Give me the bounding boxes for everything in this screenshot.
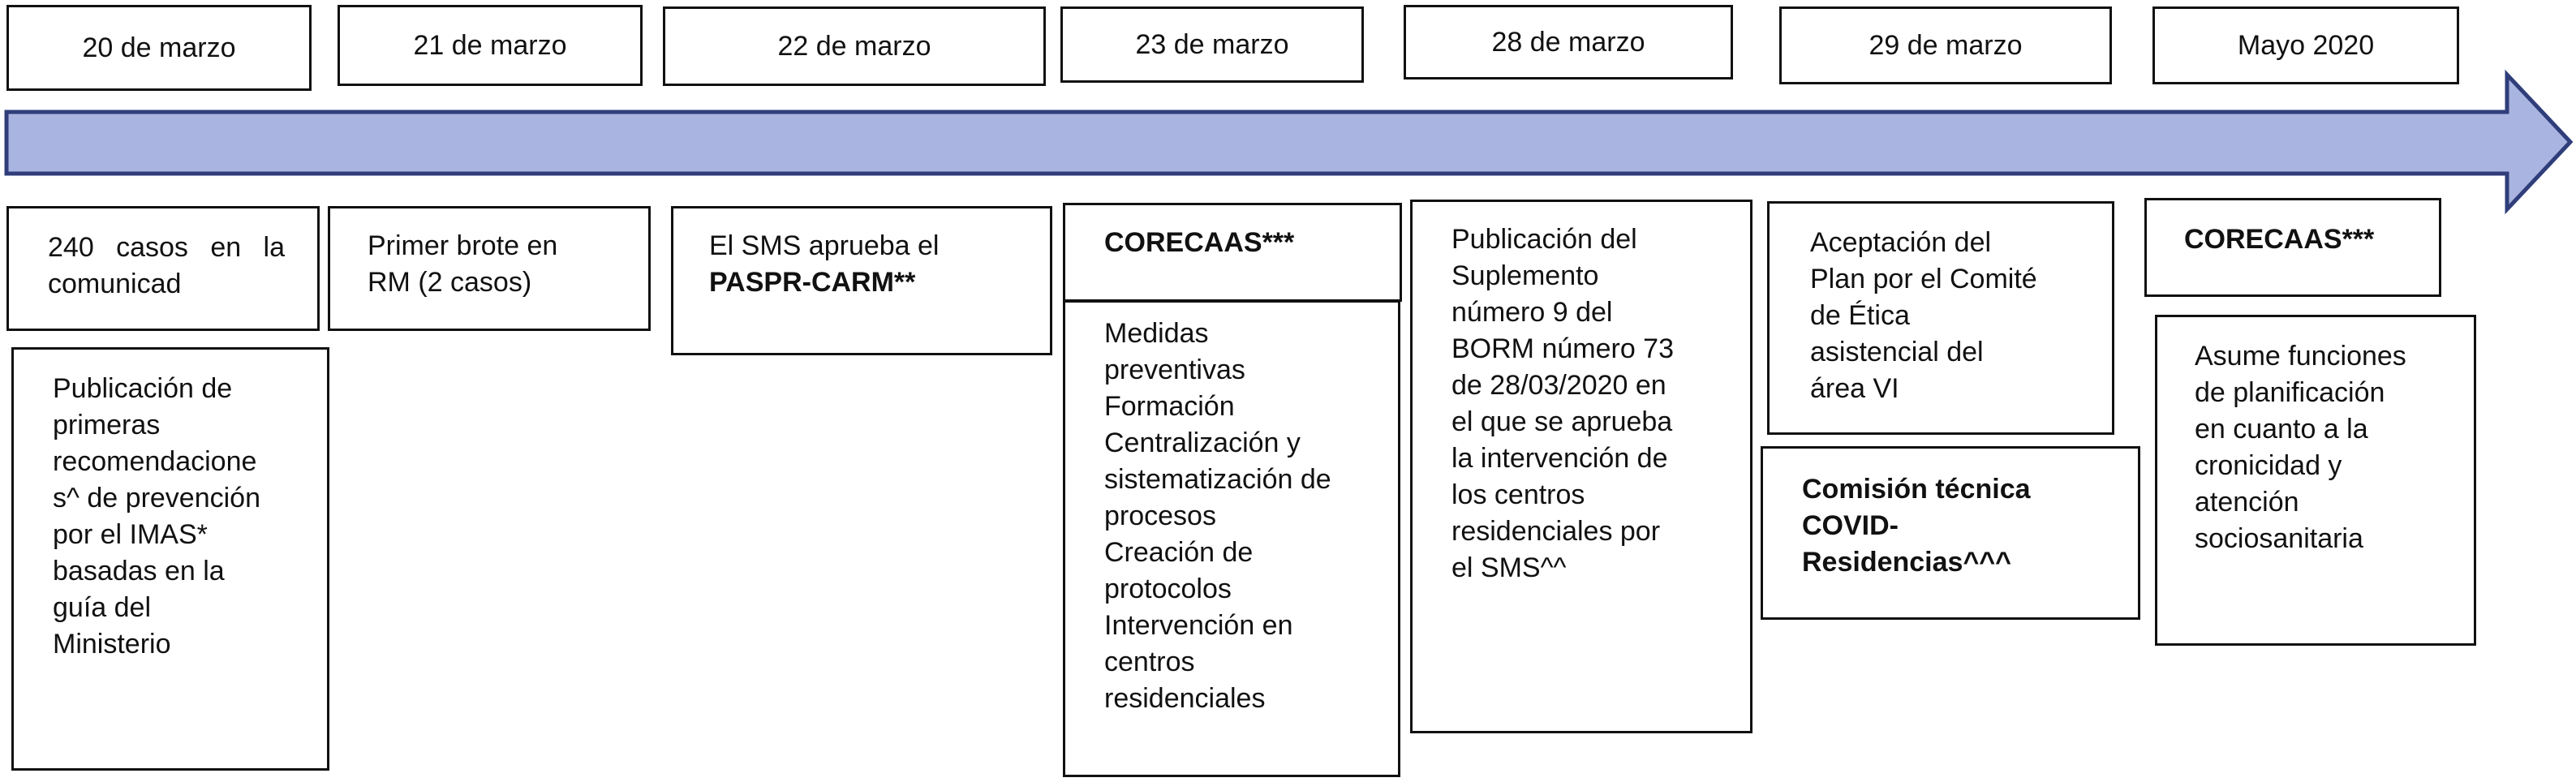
date-label: 21 de marzo — [413, 29, 567, 61]
event-text-line: Ministerio — [53, 629, 171, 660]
event-text-line: cronicidad y — [2195, 450, 2342, 481]
event-text: 240 casos en la comunicad — [48, 232, 285, 299]
event-text-line: el SMS^^ — [1451, 552, 1567, 583]
event-text-line-bold: Residencias^^^ — [1802, 547, 2012, 578]
date-box-28-marzo — [1404, 5, 1733, 79]
date-box-29-marzo — [1779, 6, 2112, 84]
date-label: 29 de marzo — [1869, 29, 2023, 61]
event-text-line: RM (2 casos) — [368, 267, 532, 298]
event-text-line: la intervención de — [1451, 443, 1668, 474]
date-box-22-marzo — [663, 6, 1046, 86]
event-box-corecaas-mayo — [2144, 198, 2441, 297]
date-box-23-marzo — [1060, 6, 1364, 83]
event-text-line: recomendacione — [53, 446, 257, 477]
event-text-line: primeras — [53, 410, 161, 440]
event-text-line: guía del — [53, 592, 151, 623]
event-text-line: Formación — [1104, 391, 1235, 422]
event-text-line: Centralización y — [1104, 428, 1301, 458]
date-label: 23 de marzo — [1135, 28, 1289, 60]
event-text-line: Suplemento — [1451, 260, 1599, 291]
date-box-21-marzo — [338, 5, 643, 86]
event-box-paspr — [671, 206, 1052, 355]
event-text-line: residenciales por — [1451, 516, 1661, 547]
event-text-line: sociosanitaria — [2195, 523, 2363, 554]
date-box-20-marzo — [6, 5, 312, 91]
event-box-primer-brote — [328, 206, 651, 331]
event-text-line: Intervención en — [1104, 610, 1293, 641]
event-text-line: procesos — [1104, 501, 1216, 531]
event-text-line: Plan por el Comité — [1810, 264, 2037, 294]
event-box-medidas — [1063, 300, 1400, 777]
event-text-line-bold: COVID- — [1802, 510, 1899, 541]
event-box-borm — [1410, 200, 1752, 733]
event-text-line: atención — [2195, 487, 2299, 518]
event-box-corecaas-marzo — [1063, 203, 1402, 302]
event-text-bold: CORECAAS*** — [2184, 224, 2375, 255]
event-text-line: número 9 del — [1451, 297, 1613, 328]
event-text-line: residenciales — [1104, 683, 1266, 714]
event-text-line: el que se aprueba — [1451, 406, 1673, 437]
event-text-line: basadas en la — [53, 556, 225, 586]
event-text-line: Creación de — [1104, 537, 1254, 568]
timeline-arrow-shape — [6, 75, 2570, 209]
event-text-line: de 28/03/2020 en — [1451, 370, 1666, 401]
event-text-line: protocolos — [1104, 574, 1232, 604]
event-text-line: El SMS aprueba el — [709, 230, 940, 261]
event-text-line: asistencial del — [1810, 337, 1984, 367]
event-text-line: de planificación — [2195, 377, 2385, 408]
event-text-line: Asume funciones — [2195, 341, 2406, 372]
event-text-line: Publicación del — [1451, 224, 1637, 255]
event-box-funciones — [2155, 315, 2476, 646]
date-label: 22 de marzo — [777, 30, 931, 62]
event-text-line: centros — [1104, 647, 1195, 677]
event-text-line: BORM número 73 — [1451, 333, 1674, 364]
event-text-line: Primer brote en — [368, 230, 558, 261]
event-text-line: por el IMAS* — [53, 519, 208, 550]
event-text-line-bold: Comisión técnica — [1802, 474, 2031, 505]
date-label: 20 de marzo — [82, 32, 236, 63]
event-text-line: Medidas — [1104, 318, 1209, 349]
event-text-line: los centros — [1451, 479, 1585, 510]
event-box-comision — [1761, 446, 2140, 620]
event-box-casos — [6, 206, 320, 331]
event-text-line: en cuanto a la — [2195, 414, 2368, 445]
date-label: 28 de marzo — [1491, 26, 1645, 58]
event-text-line-bold: PASPR-CARM** — [709, 267, 916, 298]
event-box-recomendaciones — [11, 347, 329, 771]
date-box-mayo-2020 — [2152, 6, 2459, 84]
event-text-line: área VI — [1810, 373, 1899, 404]
event-text-line: Publicación de — [53, 373, 233, 404]
event-box-aceptacion — [1767, 201, 2114, 435]
event-text-line: s^ de prevención — [53, 483, 260, 513]
date-label: Mayo 2020 — [2237, 29, 2375, 61]
event-text-line: sistematización de — [1104, 464, 1331, 495]
event-text-line: Aceptación del — [1810, 227, 1992, 258]
event-text-bold: CORECAAS*** — [1104, 227, 1295, 258]
event-text-line: preventivas — [1104, 354, 1245, 385]
event-text-line: de Ética — [1810, 300, 1910, 331]
